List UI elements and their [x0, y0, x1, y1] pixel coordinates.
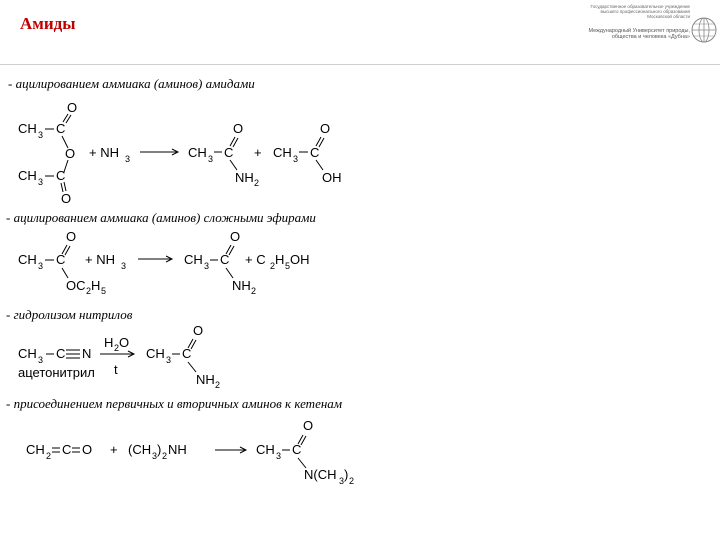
svg-text:O: O	[82, 442, 93, 457]
svg-text:3: 3	[125, 154, 131, 164]
svg-text:+: +	[254, 145, 262, 160]
svg-text:CH: CH	[184, 252, 203, 267]
svg-text:3: 3	[152, 451, 158, 461]
section-caption-2: - ацилированием аммиака (аминов) сложными эфирами	[6, 210, 316, 225]
svg-text:CH: CH	[146, 346, 165, 361]
svg-text:3: 3	[38, 177, 44, 187]
reaction-ester	[18, 229, 310, 296]
svg-text:3: 3	[293, 154, 299, 164]
svg-text:C: C	[182, 346, 192, 361]
svg-text:O: O	[303, 418, 314, 433]
svg-text:N: N	[82, 346, 92, 361]
svg-text:O: O	[65, 146, 76, 161]
page-title: Амиды	[20, 14, 76, 33]
svg-text:NH: NH	[235, 170, 254, 185]
svg-text:2: 2	[270, 261, 276, 271]
svg-text:O: O	[66, 229, 77, 244]
svg-text:H: H	[91, 278, 101, 293]
reaction-nitrile	[18, 323, 220, 390]
svg-text:O: O	[67, 100, 78, 115]
svg-text:C: C	[62, 442, 72, 457]
svg-text:2: 2	[162, 451, 168, 461]
svg-text:H: H	[275, 252, 285, 267]
svg-text:NH: NH	[168, 442, 187, 457]
svg-text:OH: OH	[322, 170, 342, 185]
svg-text:2: 2	[349, 476, 355, 486]
svg-text:C: C	[56, 121, 66, 136]
svg-text:CH: CH	[26, 442, 45, 457]
svg-text:3: 3	[208, 154, 214, 164]
section-caption-3: - гидролизом нитрилов	[6, 307, 133, 322]
university-name: Международный Университет природы, общества и человека «Дубна»	[588, 28, 690, 41]
reaction-anhydride	[18, 100, 342, 206]
svg-text:+ NH: + NH	[89, 145, 119, 160]
svg-text:3: 3	[166, 355, 172, 365]
svg-text:C: C	[310, 145, 320, 160]
svg-text:O: O	[193, 323, 204, 338]
svg-text:NH: NH	[196, 372, 215, 387]
svg-text:O: O	[230, 229, 241, 244]
svg-text:3: 3	[276, 451, 282, 461]
svg-text:C: C	[56, 252, 66, 267]
svg-text:3: 3	[38, 355, 44, 365]
svg-text:2: 2	[114, 343, 120, 353]
svg-text:O: O	[61, 191, 72, 206]
svg-text:CH: CH	[18, 346, 37, 361]
svg-text:CH: CH	[188, 145, 207, 160]
svg-text:C: C	[292, 442, 302, 457]
svg-text:C: C	[56, 168, 66, 183]
svg-text:CH: CH	[18, 252, 37, 267]
svg-text:(CH: (CH	[128, 442, 152, 457]
svg-text:OH: OH	[290, 252, 310, 267]
svg-text:2: 2	[251, 286, 257, 296]
svg-text:CH: CH	[273, 145, 292, 160]
svg-text:3: 3	[38, 261, 44, 271]
section-caption-1: - ацилированием аммиака (аминов) амидами	[8, 76, 255, 91]
svg-text:O: O	[119, 335, 130, 350]
svg-text:2: 2	[86, 286, 92, 296]
svg-text:): )	[157, 442, 162, 457]
svg-text:CH: CH	[18, 168, 37, 183]
svg-text:): )	[344, 467, 349, 482]
svg-text:3: 3	[204, 261, 210, 271]
svg-text:C: C	[224, 145, 234, 160]
university-header: Государственное образовательное учреждение высшего профессионального образования Московской области	[590, 4, 690, 20]
section-caption-4: - присоединением первичных и вторичных аминов к кетенам	[6, 396, 343, 411]
svg-text:CH: CH	[256, 442, 275, 457]
svg-text:+: +	[110, 442, 118, 457]
svg-text:2: 2	[254, 178, 260, 188]
svg-text:C: C	[56, 346, 66, 361]
svg-text:CH: CH	[18, 121, 37, 136]
svg-text:O: O	[320, 121, 331, 136]
svg-text:3: 3	[38, 130, 44, 140]
svg-text:+ C: + C	[245, 252, 266, 267]
svg-text:5: 5	[101, 286, 107, 296]
svg-text:OC: OC	[66, 278, 86, 293]
svg-text:2: 2	[46, 451, 52, 461]
svg-text:2: 2	[215, 380, 221, 390]
svg-text:+ NH: + NH	[85, 252, 115, 267]
nitrile-label: ацетонитрил	[18, 365, 95, 380]
reagent-water: H	[104, 335, 114, 350]
svg-text:3: 3	[121, 261, 127, 271]
svg-text:O: O	[233, 121, 244, 136]
svg-text:N(CH: N(CH	[304, 467, 337, 482]
svg-text:5: 5	[285, 261, 291, 271]
svg-text:NH: NH	[232, 278, 251, 293]
svg-text:C: C	[220, 252, 230, 267]
svg-text:3: 3	[339, 476, 345, 486]
reaction-ketene	[26, 418, 354, 486]
temperature-label: t	[114, 362, 118, 377]
